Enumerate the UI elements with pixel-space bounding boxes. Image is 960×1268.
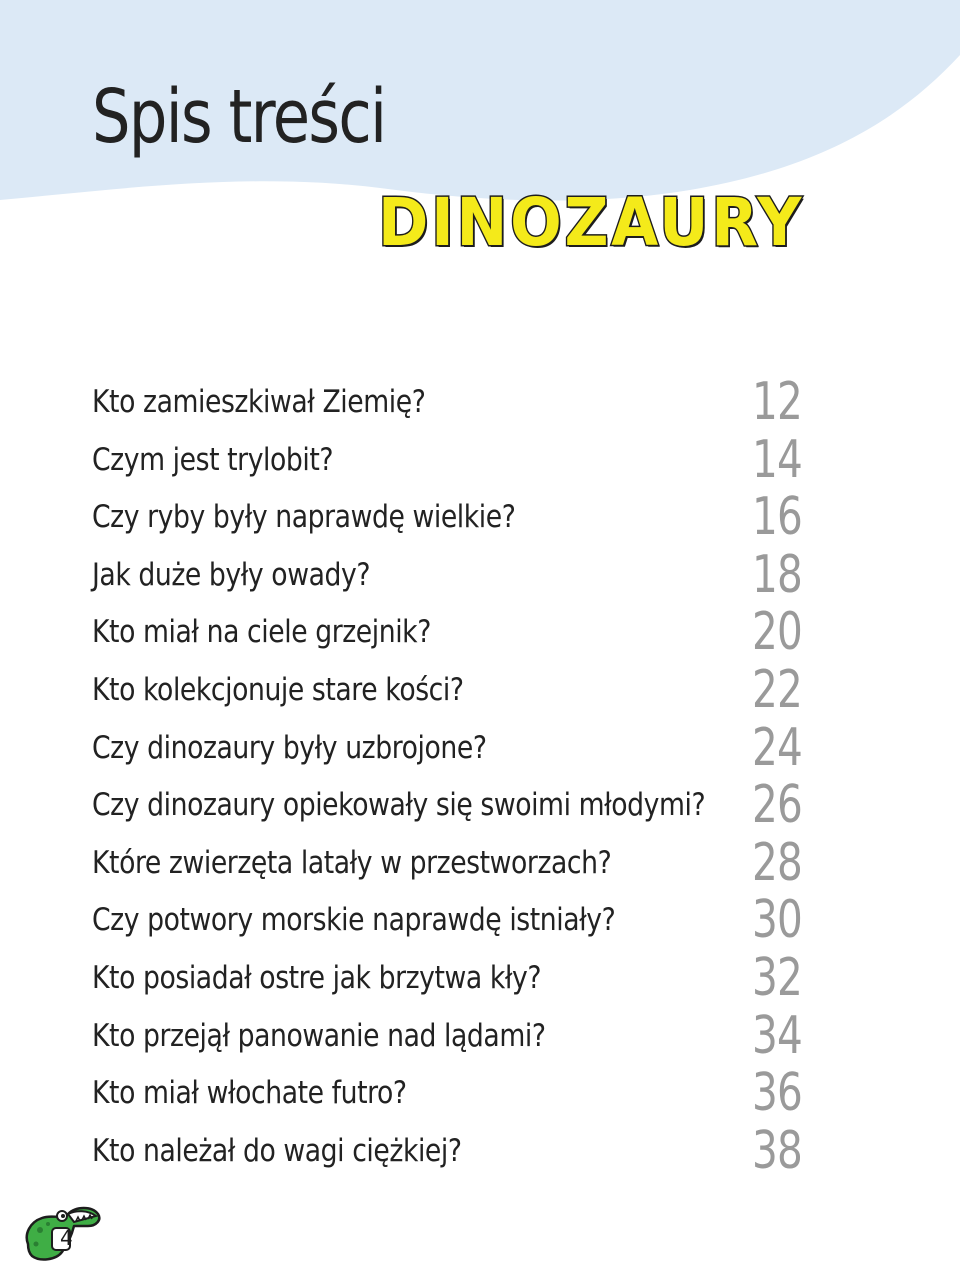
- section-title: DINOZAURY: [378, 184, 805, 261]
- toc-row[interactable]: [92, 775, 832, 836]
- toc-row[interactable]: [92, 1006, 832, 1064]
- toc-page-number: 38: [752, 1120, 803, 1181]
- toc-row[interactable]: [92, 1063, 832, 1124]
- toc-row[interactable]: [92, 660, 832, 718]
- table-of-contents: [92, 372, 832, 1181]
- toc-row[interactable]: [92, 487, 832, 548]
- toc-page-number: 12: [752, 372, 803, 432]
- toc-question: Czy dinozaury opiekowały się swoimi młodymi?: [92, 787, 706, 824]
- toc-question: Kto miał na ciele grzejnik?: [92, 614, 431, 651]
- toc-row[interactable]: [92, 602, 832, 663]
- toc-row[interactable]: [92, 890, 832, 951]
- toc-row[interactable]: [92, 430, 832, 488]
- toc-row[interactable]: [92, 545, 832, 603]
- toc-page-number: 26: [752, 775, 803, 836]
- toc-question: Kto kolekcjonuje stare kości?: [92, 671, 464, 708]
- toc-question: Kto posiadał ostre jak brzytwa kły?: [92, 959, 542, 996]
- toc-page-number: 28: [752, 832, 803, 893]
- toc-question: Jak duże były owady?: [92, 556, 371, 593]
- toc-question: Które zwierzęta latały w przestworzach?: [92, 844, 612, 881]
- toc-row[interactable]: [92, 833, 832, 891]
- toc-page-number: 24: [752, 717, 803, 778]
- toc-row[interactable]: [92, 372, 832, 430]
- toc-page-number: 18: [752, 544, 803, 605]
- toc-question: Czy dinozaury były uzbrojone?: [92, 729, 487, 766]
- page-title: Spis treści: [92, 74, 386, 160]
- toc-page-number: 32: [752, 947, 803, 1008]
- toc-question: Czym jest trylobit?: [92, 441, 334, 478]
- toc-row[interactable]: [92, 1121, 832, 1179]
- toc-row[interactable]: [92, 718, 832, 776]
- toc-page-number: 36: [752, 1063, 803, 1124]
- page-number: 4: [60, 1226, 73, 1250]
- toc-page-number: 30: [752, 890, 803, 951]
- toc-page-number: 14: [752, 429, 803, 490]
- toc-question: Czy ryby były naprawdę wielkie?: [92, 499, 516, 536]
- toc-question: Kto zamieszkiwał Ziemię?: [92, 384, 426, 420]
- toc-page-number: 22: [752, 659, 803, 720]
- toc-question: Kto należał do wagi ciężkiej?: [92, 1132, 462, 1169]
- toc-page-number: 34: [752, 1005, 803, 1066]
- toc-page-number: 16: [752, 487, 803, 548]
- toc-question: Czy potwory morskie naprawdę istniały?: [92, 902, 616, 939]
- toc-question: Kto miał włochate futro?: [92, 1075, 407, 1112]
- toc-row[interactable]: [92, 948, 832, 1006]
- toc-question: Kto przejął panowanie nad lądami?: [92, 1017, 546, 1054]
- toc-page-number: 20: [752, 602, 803, 663]
